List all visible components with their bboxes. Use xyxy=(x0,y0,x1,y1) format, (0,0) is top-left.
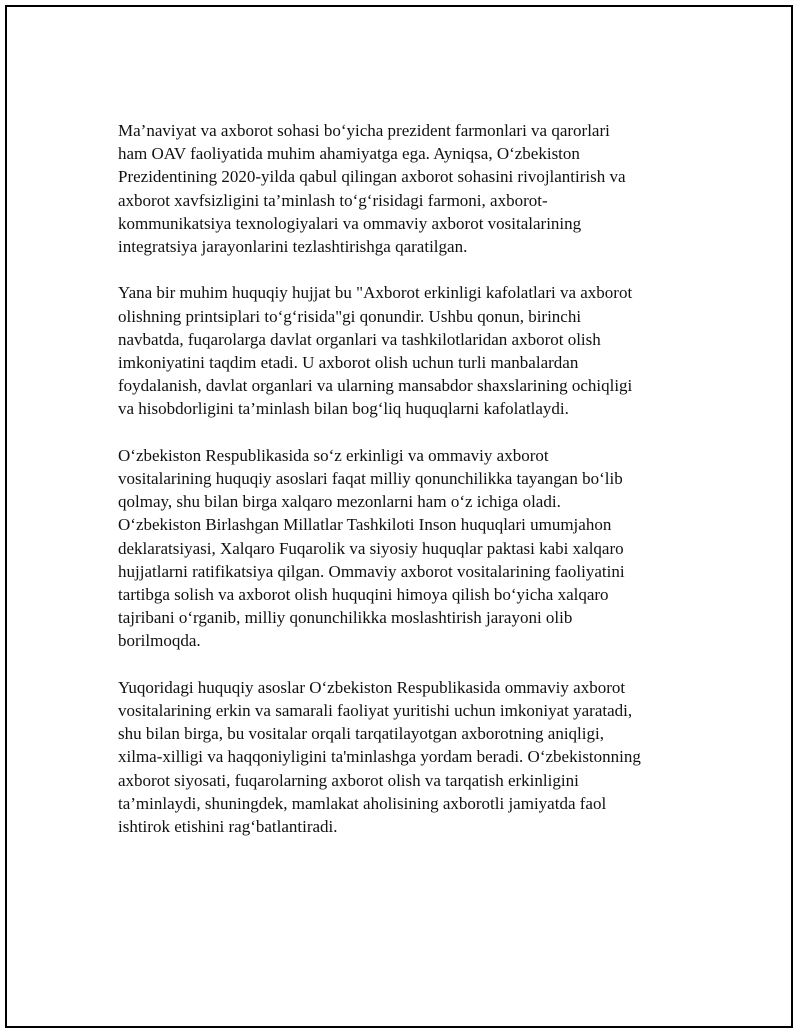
text-line: navbatda, fuqarolarga davlat organlari va tashkilotlaridan axborot olish xyxy=(118,329,601,349)
paragraph-4 xyxy=(118,676,698,838)
text-line: O‘zbekiston Birlashgan Millatlar Tashkiloti Inson huquqlari umumjahon xyxy=(118,515,612,535)
text-line: qolmay, shu bilan birga xalqaro mezonlarni ham o‘z ichiga oladi. xyxy=(118,492,561,512)
text-line: axborot xavfsizligini ta’minlash to‘g‘risidagi farmoni, axborot- xyxy=(118,190,548,210)
text-line: deklaratsiyasi, Xalqaro Fuqarolik va siyosiy huquqlar paktasi kabi xalqaro xyxy=(118,538,624,558)
paragraph-1 xyxy=(118,119,698,258)
text-line: Ma’naviyat va axborot sohasi bo‘yicha prezident farmonlari va qarorlari xyxy=(118,121,610,140)
text-line: tajribani o‘rganib, milliy qonunchilikka moslashtirish jarayoni olib xyxy=(118,608,573,628)
text-line: olishning printsiplari to‘g‘risida"gi qonundir. Ushbu qonun, birinchi xyxy=(118,306,582,326)
paragraph-3 xyxy=(118,444,698,653)
text-line: Prezidentining 2020-yilda qabul qilingan axborot sohasini rivojlantirish va xyxy=(118,167,626,187)
text-line: vositalarining huquqiy asoslari faqat milliy qonunchilikka tayangan bo‘lib xyxy=(118,469,623,489)
text-line: integratsiya jarayonlarini tezlashtirishga qaratilgan. xyxy=(118,237,468,257)
text-line: ham OAV faoliyatida muhim ahamiyatga ega. Ayniqsa, O‘zbekiston xyxy=(118,144,580,164)
text-line: kommunikatsiya texnologiyalari va ommaviy axborot vositalarining xyxy=(118,213,582,233)
text-line: Yana bir muhim huquqiy hujjat bu "Axborot erkinligi kafolatlari va axborot xyxy=(118,283,633,303)
text-line: vositalarining erkin va samarali faoliyat yuritishi uchun imkoniyat yaratadi, xyxy=(118,701,633,721)
text-line: Yuqoridagi huquqiy asoslar O‘zbekiston Respublikasida ommaviy axborot xyxy=(118,677,626,697)
document-body xyxy=(118,119,698,861)
text-line: tartibga solish va axborot olish huquqini himoya qilish bo‘yicha xalqaro xyxy=(118,585,609,605)
text-line: imkoniyatini taqdim etadi. U axborot olish uchun turli manbalardan xyxy=(118,353,579,373)
text-line: ta’minlaydi, shuningdek, mamlakat aholisining axborotli jamiyatda faol xyxy=(118,793,607,813)
text-line: va hisobdorligini ta’minlash bilan bog‘liq huquqlarni kafolatlaydi. xyxy=(118,399,569,419)
text-line: xilma-xilligi va haqqoniyligini ta'minlashga yordam beradi. O‘zbekistonning xyxy=(118,747,641,767)
text-line: shu bilan birga, bu vositalar orqali tarqatilayotgan axborotning aniqligi, xyxy=(118,724,604,744)
text-line: ishtirok etishini rag‘batlantiradi. xyxy=(118,817,338,837)
text-line: O‘zbekiston Respublikasida so‘z erkinligi va ommaviy axborot xyxy=(118,445,549,465)
text-line: axborot siyosati, fuqarolarning axborot olish va tarqatish erkinligini xyxy=(118,770,579,790)
text-line: borilmoqda. xyxy=(118,631,201,651)
paragraph-2 xyxy=(118,281,698,420)
text-line: foydalanish, davlat organlari va ularning mansabdor shaxslarining ochiqligi xyxy=(118,376,633,396)
text-line: hujjatlarni ratifikatsiya qilgan. Ommaviy axborot vositalarining faoliyatini xyxy=(118,561,625,581)
